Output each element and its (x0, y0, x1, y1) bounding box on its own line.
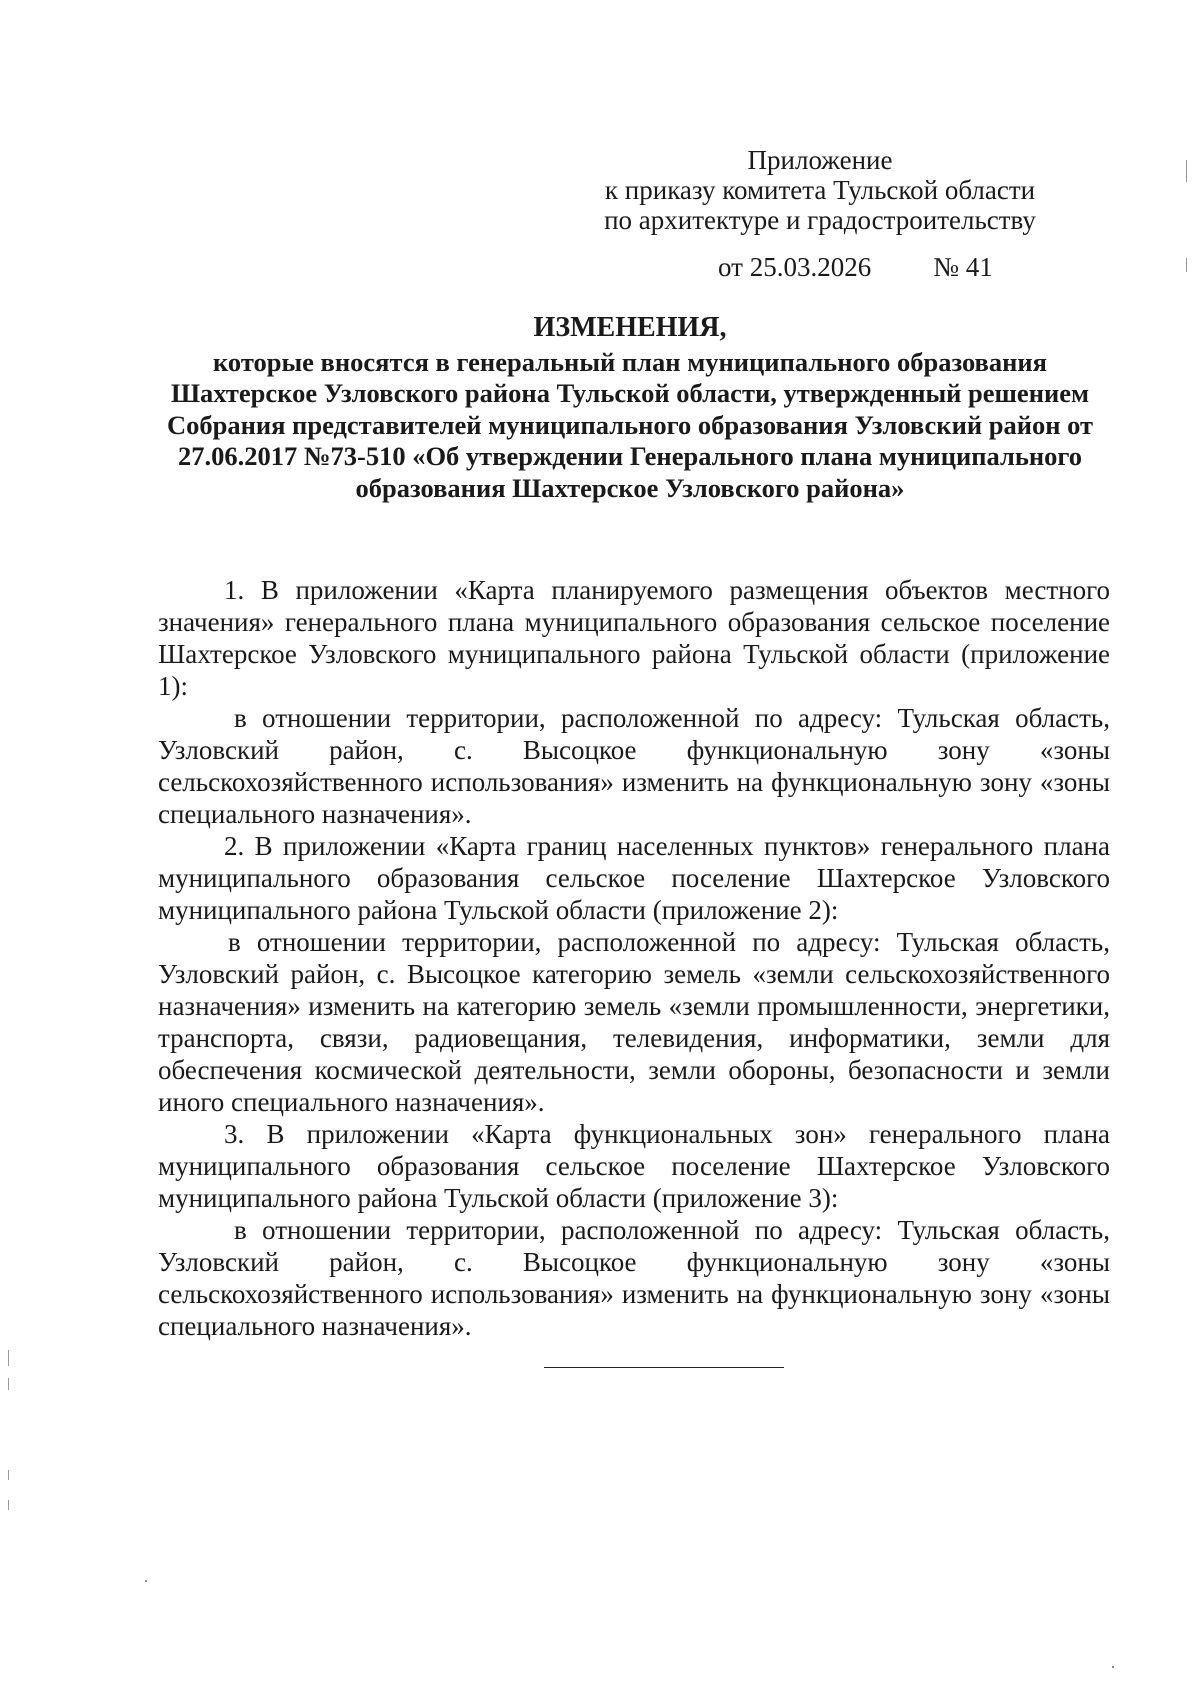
appendix-committee: по архитектуре и градостроительству (604, 205, 1036, 235)
scan-artifact-right (1186, 258, 1187, 272)
item-3-heading: 3. В приложении «Карта функциональных зон» генерального плана муниципального образования сельское поселение Шахтерское Узловского муниципального района Тульской области (приложение 3): (158, 1119, 1110, 1213)
scan-artifact-dot (1112, 1666, 1114, 1668)
item-1-detail: в отношении территории, расположенной по адресу: Тульская область, Узловский район, с. Высоцкое функциональную зону «зоны сельскохозяйственного использования» изменить на функциональную зону «зоны специального назначения». (158, 703, 1110, 829)
scan-artifact-left (8, 1378, 9, 1390)
item-2-detail: в отношении территории, расположенной по адресу: Тульская область, Узловский район, с. Высоцкое категорию земель «земли сельскохозяйственного назначения» изменить на категорию земель «земли промышленности, энергетики, транспорта, связи, радиовещания, телевидения, информатики, земли для обеспечения космической деятельности, земли обороны, безопасности и земли иного специального назначения». (158, 927, 1110, 1117)
title-main: ИЗМЕНЕНИЯ, (533, 312, 727, 343)
scan-artifact-dot (145, 1580, 147, 1582)
scan-artifact-left (8, 1350, 9, 1366)
appendix-label: Приложение (747, 145, 893, 175)
end-divider (544, 1367, 784, 1368)
order-date-number (718, 252, 993, 282)
scan-artifact-right (1186, 160, 1187, 182)
order-number: № 41 (933, 252, 993, 282)
appendix-header (560, 145, 1080, 235)
document-title (160, 312, 1100, 504)
item-1-heading: 1. В приложении «Карта планируемого размещения объектов местного значения» генерального плана муниципального образования сельское поселение Шахтерское Узловского муниципального района Тульской области (приложение 1): (158, 575, 1110, 701)
item-2-heading: 2. В приложении «Карта границ населенных пунктов» генерального плана муниципального образования сельское поселение Шахтерское Узловского муниципального района Тульской области (приложение 2): (158, 831, 1110, 925)
order-date: от 25.03.2026 (718, 252, 872, 282)
item-3-detail: в отношении территории, расположенной по адресу: Тульская область, Узловский район, с. Высоцкое функциональную зону «зоны сельскохозяйственного использования» изменить на функциональную зону «зоны специального назначения». (158, 1215, 1110, 1341)
scan-artifact-left (8, 1470, 9, 1480)
document-body (158, 574, 1110, 1342)
scan-artifact-left (8, 1500, 9, 1510)
title-subtitle: которые вносятся в генеральный план муниципального образования Шахтерское Узловского района Тульской области, утвержденный решением Собрания представителей муниципального образования Узловский район от 27.06.2017 №73-510 «Об утверждении Генерального плана муниципального образования Шахтерское Узловского района» (166, 346, 1094, 503)
appendix-order-ref: к приказу комитета Тульской области (604, 175, 1036, 205)
